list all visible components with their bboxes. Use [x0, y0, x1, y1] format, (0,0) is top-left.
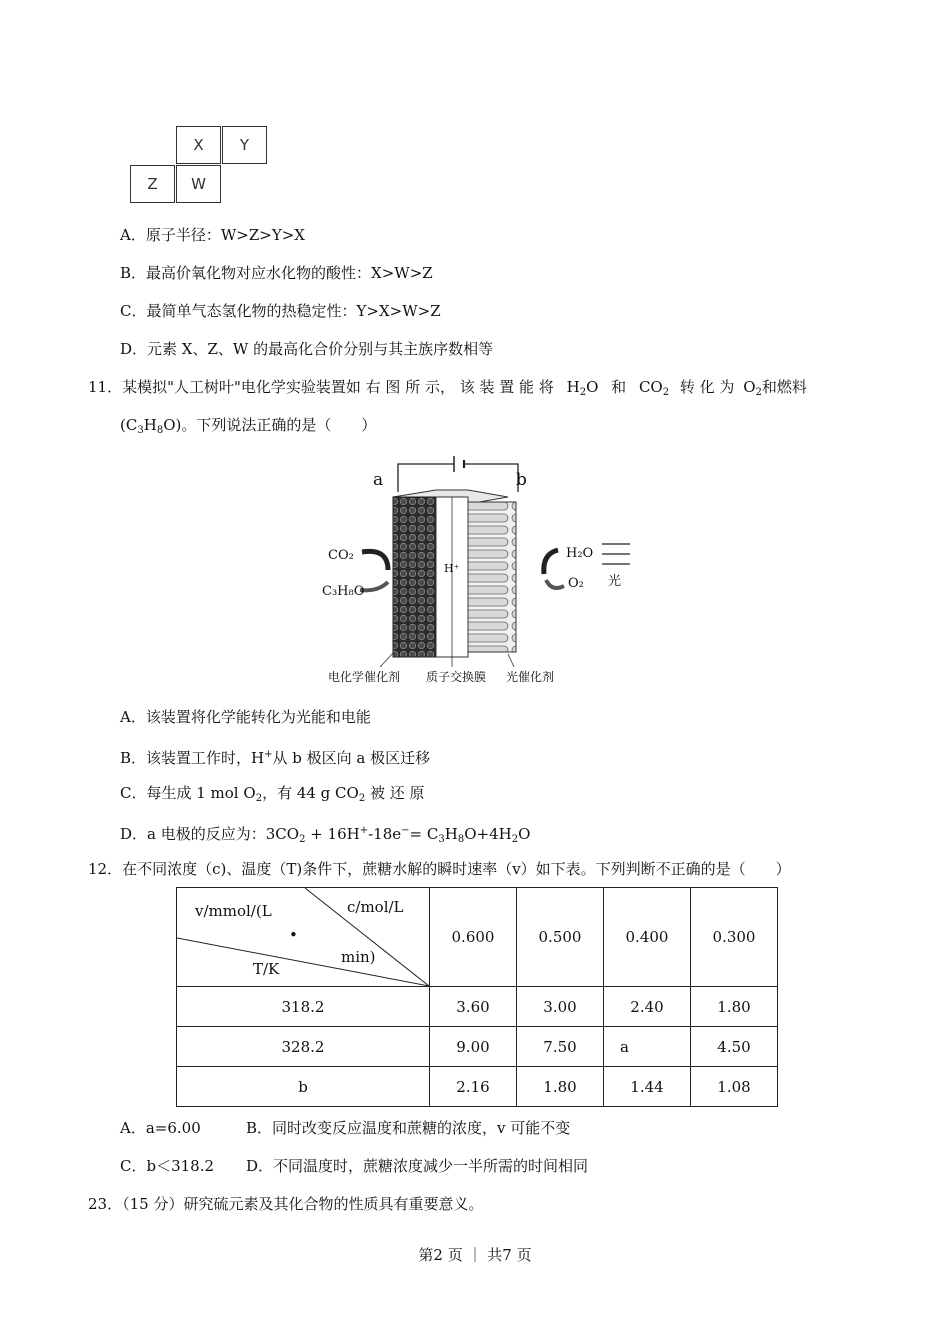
- row-temperature: 318.2: [177, 987, 430, 1027]
- v-unit-label-2: min): [341, 948, 376, 966]
- caption-photocatalyst: 光催化剂: [506, 670, 555, 684]
- q23-stem: 23．（15 分）研究硫元素及其化合物的性质具有重要意义。: [88, 1195, 484, 1213]
- artificial-leaf-diagram: [318, 452, 638, 690]
- table-cell: 2.40: [604, 987, 691, 1027]
- header-conc: 0.400: [604, 888, 691, 987]
- table-cell: 1.08: [691, 1067, 778, 1107]
- table-header-row: [177, 888, 778, 987]
- electrode-a-label: a: [373, 470, 384, 490]
- o2-label: O₂: [568, 576, 584, 591]
- header-conc: 0.500: [517, 888, 604, 987]
- q11-option-d: D．a 电极的反应为：$3CO_2 + 16H^+-18e^-= C_3H_8O+4H_2O$: [120, 825, 531, 845]
- hplus-label: H⁺: [444, 562, 460, 575]
- table-cell: 9.00: [430, 1027, 517, 1067]
- table-cell: 3.00: [517, 987, 604, 1027]
- electrode-b-label: b: [516, 470, 527, 490]
- table-cell: 4.50: [691, 1027, 778, 1067]
- q11-option-b: B．该装置工作时，H+从 b 极区向 a 极区迁移: [120, 749, 431, 767]
- hydrolysis-rate-table: [176, 887, 778, 1107]
- h2o-label: H₂O: [566, 546, 594, 561]
- diagonal-header-cell: [177, 888, 430, 987]
- artificial-leaf-figure: [318, 452, 638, 690]
- q10-option-d: D．元素 X、Z、W 的最高化合价分别与其主族序数相等: [120, 340, 494, 358]
- table-row: [177, 1067, 778, 1107]
- q12-option-b: B．同时改变反应温度和蔗糖的浓度，v 可能不变: [246, 1119, 571, 1137]
- table-cell: 1.80: [517, 1067, 604, 1107]
- q11-option-a: A．该装置将化学能转化为光能和电能: [120, 708, 371, 726]
- q11-option-c: C．每生成 1 mol $O_2$，有 44 g $CO_2$ 被 还 原: [120, 784, 425, 804]
- q12-stem: 12．在不同浓度（c)、温度（T)条件下，蔗糖水解的瞬时速率（v）如下表。下列判断不正确的是（ ）: [88, 860, 791, 878]
- caption-membrane: 质子交换膜: [426, 670, 487, 684]
- q10-option-c: C．最简单气态氢化物的热稳定性：Y>X>W>Z: [120, 302, 441, 320]
- page-footer: 第2 页 ｜ 共7 页: [418, 1246, 532, 1264]
- c-unit-label: c/mol/L: [347, 898, 404, 916]
- q11-stem-line1: 11．某模拟"人工树叶"电化学实验装置如 右 图 所 示， 该 装 置 能 将 $H_2O$ 和 $CO_2$ 转 化 为 $O_2$和燃料: [88, 378, 807, 398]
- grid-cell-w: W: [176, 165, 221, 203]
- q10-option-a: A．原子半径：W>Z>Y>X: [120, 226, 305, 244]
- caption-electrocatalyst: 电化学催化剂: [328, 670, 401, 684]
- q11-stem-line2: $(C_3H_8O)$。下列说法正确的是（ ）: [120, 416, 377, 436]
- q12-option-a: A．a=6.00: [120, 1119, 201, 1137]
- grid-cell-x: X: [176, 126, 221, 164]
- grid-cell-y: Y: [222, 126, 267, 164]
- row-temperature: b: [177, 1067, 430, 1107]
- header-conc: 0.600: [430, 888, 517, 987]
- row-temperature: 328.2: [177, 1027, 430, 1067]
- table-cell: 2.16: [430, 1067, 517, 1107]
- table-row: [177, 1027, 778, 1067]
- q12-option-c: C．b＜318.2: [120, 1157, 215, 1175]
- t-unit-label: T/K: [253, 960, 280, 978]
- q12-option-d: D．不同温度时，蔗糖浓度减少一半所需的时间相同: [246, 1157, 589, 1175]
- table-row: [177, 987, 778, 1027]
- c3h8o-label: C₃H₈O: [322, 584, 365, 599]
- q10-option-b: B．最高价氧化物对应水化物的酸性：X>W>Z: [120, 264, 433, 282]
- grid-cell-z: Z: [130, 165, 175, 203]
- v-unit-label: v/mmol/(L: [195, 902, 272, 920]
- dot-label: •: [289, 926, 298, 944]
- table-cell: a: [604, 1027, 691, 1067]
- table-cell: 1.44: [604, 1067, 691, 1107]
- table-cell: 3.60: [430, 987, 517, 1027]
- co2-label: CO₂: [328, 548, 354, 563]
- light-label: 光: [608, 574, 622, 589]
- table-cell: 7.50: [517, 1027, 604, 1067]
- table-cell: 1.80: [691, 987, 778, 1027]
- header-conc: 0.300: [691, 888, 778, 987]
